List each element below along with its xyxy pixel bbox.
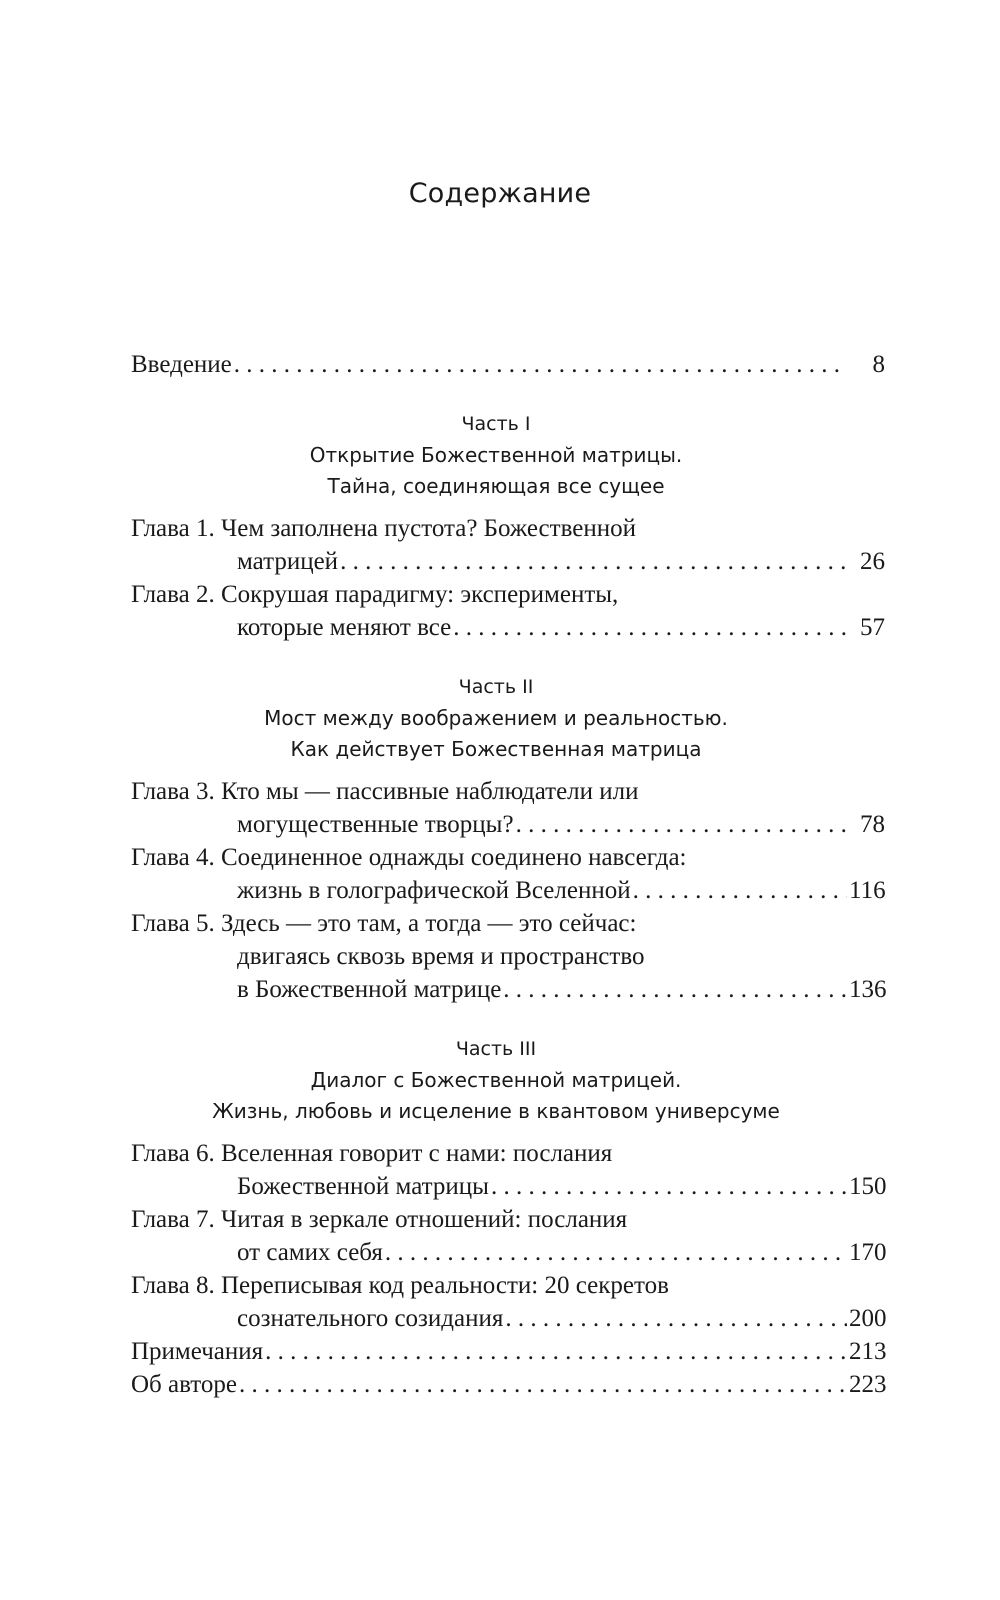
page-number: 223	[849, 1371, 887, 1398]
part-label: Часть III	[455, 1038, 537, 1060]
dot-leader	[503, 973, 847, 1006]
part-title-line2: Как действует Божественная матрица	[290, 737, 702, 761]
dot-leader	[633, 874, 847, 907]
page-number: 26	[860, 548, 885, 575]
dot-leader	[516, 808, 847, 841]
dot-leader	[239, 1368, 847, 1401]
toc-entry-chapter-1	[131, 512, 885, 578]
part-title-line1: Диалог с Божественной матрицей.	[310, 1068, 682, 1092]
toc-entry-chapter-6	[131, 1137, 885, 1203]
toc-entry-about-author	[131, 1368, 885, 1401]
part-title-line2: Жизнь, любовь и исцеление в квантовом универсуме	[212, 1099, 780, 1123]
page-number: 136	[849, 976, 887, 1003]
chapter-title-line3: в Божественной матрице	[237, 976, 502, 1003]
part-title-line1: Мост между воображением и реальностью.	[264, 706, 728, 730]
chapter-prefix: Глава 7.	[131, 1206, 215, 1233]
chapter-title-line2: матрицей	[237, 548, 339, 575]
page-number: 57	[860, 614, 885, 641]
chapter-prefix: Глава 4.	[131, 844, 215, 871]
dot-leader	[265, 1335, 847, 1368]
part-label: Часть II	[458, 676, 534, 698]
chapter-title-line1: Соединенное однажды соединено навсегда:	[220, 844, 687, 871]
toc-entry-chapter-3	[131, 775, 885, 841]
part-heading-1	[107, 409, 885, 502]
entry-title: Введение	[131, 351, 232, 378]
page-title: Содержание	[408, 178, 592, 209]
part-heading-2	[107, 672, 885, 765]
toc-entry-chapter-8	[131, 1269, 885, 1335]
toc-entry-chapter-5	[131, 907, 885, 1006]
dot-leader	[505, 1302, 847, 1335]
page-number: 116	[849, 877, 886, 904]
chapter-title-line1: Здесь — это там, а тогда — это сейчас:	[220, 910, 637, 937]
dot-leader	[453, 611, 847, 644]
chapter-title-line2: двигаясь сквозь время и пространство	[237, 943, 645, 970]
part-heading-3	[107, 1034, 885, 1127]
toc-entry-chapter-7	[131, 1203, 885, 1269]
chapter-title-line2: Божественной матрицы	[237, 1173, 489, 1200]
part-title-line1: Открытие Божественной матрицы.	[309, 443, 683, 467]
toc-entry-chapter-2	[131, 578, 885, 644]
toc-entry-notes	[131, 1335, 885, 1368]
chapter-title-line1: Чем заполнена пустота? Божественной	[220, 515, 636, 542]
chapter-prefix: Глава 1.	[131, 515, 215, 542]
chapter-title-line1: Вселенная говорит с нами: послания	[220, 1140, 613, 1167]
chapter-title-line1: Сокрушая парадигму: эксперименты,	[220, 581, 619, 608]
chapter-title-line2: от самих себя	[237, 1239, 383, 1266]
chapter-title-line1: Кто мы — пассивные наблюдатели или	[220, 778, 639, 805]
entry-title: Примечания	[131, 1338, 264, 1365]
toc-entry-intro	[131, 348, 885, 381]
chapter-title-line2: жизнь в голографической Вселенной	[237, 877, 631, 904]
chapter-title-line1: Переписывая код реальности: 20 секретов	[220, 1272, 669, 1299]
chapter-title-line1: Читая в зеркале отношений: послания	[220, 1206, 628, 1233]
toc-entry-chapter-4	[131, 841, 885, 907]
page-number: 150	[849, 1173, 887, 1200]
page-number: 213	[849, 1338, 887, 1365]
chapter-prefix: Глава 5.	[131, 910, 215, 937]
part-title-line2: Тайна, соединяющая все сущее	[327, 474, 665, 498]
page-number: 78	[860, 811, 885, 838]
table-of-contents	[131, 348, 885, 1401]
page-number: 200	[849, 1305, 887, 1332]
dot-leader	[491, 1170, 847, 1203]
dot-leader	[385, 1236, 847, 1269]
chapter-title-line2: которые меняют все	[237, 614, 452, 641]
chapter-prefix: Глава 8.	[131, 1272, 215, 1299]
page-number: 170	[849, 1239, 887, 1266]
chapter-title-line2: сознательного созидания	[237, 1305, 504, 1332]
chapter-title-line2: могущественные творцы?	[237, 811, 514, 838]
page-number: 8	[872, 351, 885, 378]
entry-title: Об авторе	[131, 1371, 237, 1398]
dot-leader	[340, 545, 847, 578]
chapter-prefix: Глава 3.	[131, 778, 215, 805]
chapter-prefix: Глава 2.	[131, 581, 215, 608]
dot-leader	[234, 348, 847, 381]
part-label: Часть I	[461, 413, 531, 435]
chapter-prefix: Глава 6.	[131, 1140, 215, 1167]
